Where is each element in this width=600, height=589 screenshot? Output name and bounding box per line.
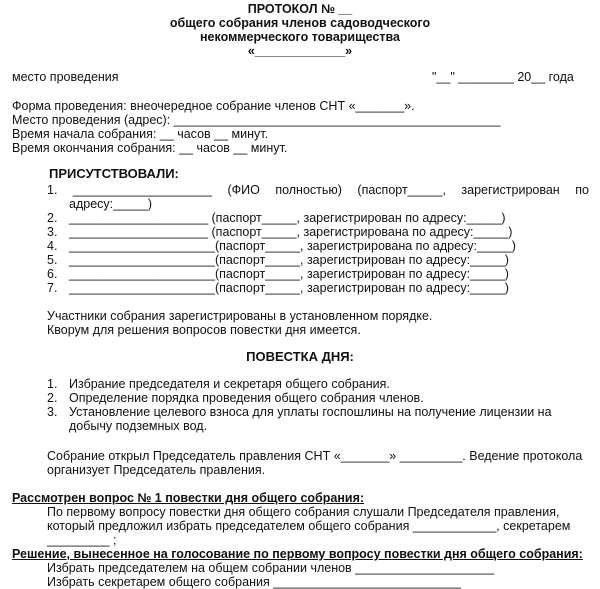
decision-heading: Решение, вынесенное на голосование по первому вопросу повестки дня общего собрания:: [12, 547, 583, 561]
attendee-row: [47, 267, 509, 281]
question-1-line-2: который предложил избрать председателем общего собрания ____________, секретарем: [47, 519, 571, 533]
attendee-row: [47, 239, 516, 253]
attendee-text: _____________________(паспорт_____, зарегистрирован по адресу:_____): [69, 253, 509, 267]
attendee-number: 4.: [47, 239, 58, 253]
attendee-text: _____________________(паспорт_____, зарегистрирован по адресу:_____): [69, 267, 509, 281]
attendee-1-word: (паспорт_____,: [357, 183, 446, 197]
attendee-1-word: (ФИО: [227, 183, 260, 197]
agenda-text: Установление целевого взноса для уплаты госпошлины на получение лицензии на: [69, 405, 552, 419]
agenda-text: Определение порядка проведения общего собрания членов.: [69, 391, 424, 405]
attendee-row: [47, 211, 505, 225]
attendee-text: _____________________(паспорт_____, зарегистрирована по адресу:_____): [69, 239, 516, 253]
attendee-text: _____________________(паспорт_____, зарегистрирован по адресу:_____): [69, 281, 509, 295]
agenda-number: 2.: [47, 391, 58, 405]
attendee-row: [47, 281, 509, 295]
question-1-heading: Рассмотрен вопрос № 1 повестки дня общего собрания:: [12, 491, 365, 505]
attendee-1-name-blank: ____________________: [72, 183, 212, 197]
end-time-line: Время окончания собрания: __ часов __ минут.: [12, 141, 288, 155]
attendee-1-word: зарегистрирован: [461, 183, 560, 197]
agenda-number: 3.: [47, 405, 58, 419]
agenda-text: Избрание председателя и секретаря общего собрания.: [69, 377, 390, 391]
date-field: "__" ________ 20__ года: [432, 70, 574, 84]
registration-note: Участники собрания зарегистрированы в установленном порядке.: [47, 309, 433, 323]
attendee-row: [47, 225, 512, 239]
place-label: место проведения: [12, 70, 119, 84]
title-line-3: некоммерческого товарищества: [200, 30, 400, 44]
attendee-text: ____________________ (паспорт_____, зарегистрирована по адресу:_____): [69, 225, 513, 239]
question-1-line-3: _________ ;: [47, 533, 117, 547]
agenda-item-continuation: добычу подземных вод.: [69, 419, 208, 433]
form-line: Форма проведения: внеочередное собрание членов СНТ «_______».: [12, 99, 415, 113]
document-title: ПРОТОКОЛ № __: [247, 2, 353, 16]
attendees-heading: ПРИСУТСТВОВАЛИ:: [49, 166, 179, 181]
agenda-heading: ПОВЕСТКА ДНЯ:: [246, 349, 354, 364]
question-1-line-1: По первому вопросу повестки дня общего собрания слушали Председателя правления,: [47, 505, 560, 519]
decision-line-2: Избрать секретарем общего собрания ___________________________: [47, 575, 461, 589]
opening-line-1: Собрание открыл Председатель правления СНТ «_______» _________. Ведение протокола: [47, 449, 583, 463]
attendee-row-1: [47, 183, 589, 197]
decision-line-1: Избрать председателем на общем собрании членов ____________________: [47, 561, 495, 575]
attendee-1-number: 1.: [47, 183, 58, 197]
title-line-2: общего собрания членов садоводческого: [169, 16, 431, 30]
start-time-line: Время начала собрания: __ часов __ минут.: [12, 127, 269, 141]
attendee-text: ____________________ (паспорт_____, зарегистрирован по адресу:_____): [69, 211, 506, 225]
title-line-4: «_____________»: [247, 44, 353, 58]
attendee-number: 6.: [47, 267, 58, 281]
address-line: Место проведения (адрес): _______________________________________________: [12, 113, 501, 127]
agenda-item: [47, 391, 424, 405]
attendee-number: 5.: [47, 253, 58, 267]
attendee-1-word: по: [575, 183, 589, 197]
agenda-item: [47, 377, 390, 391]
agenda-item: [47, 405, 552, 419]
attendee-1-word: полностью): [275, 183, 342, 197]
agenda-number: 1.: [47, 377, 58, 391]
attendee-1-continuation: адресу:_____): [69, 197, 153, 211]
attendee-number: 2.: [47, 211, 58, 225]
opening-line-2: организует Председатель правления.: [47, 463, 266, 477]
attendee-number: 7.: [47, 281, 58, 295]
quorum-note: Кворум для решения вопросов повестки дня имеется.: [47, 323, 361, 337]
attendee-number: 3.: [47, 225, 58, 239]
attendee-row: [47, 253, 509, 267]
